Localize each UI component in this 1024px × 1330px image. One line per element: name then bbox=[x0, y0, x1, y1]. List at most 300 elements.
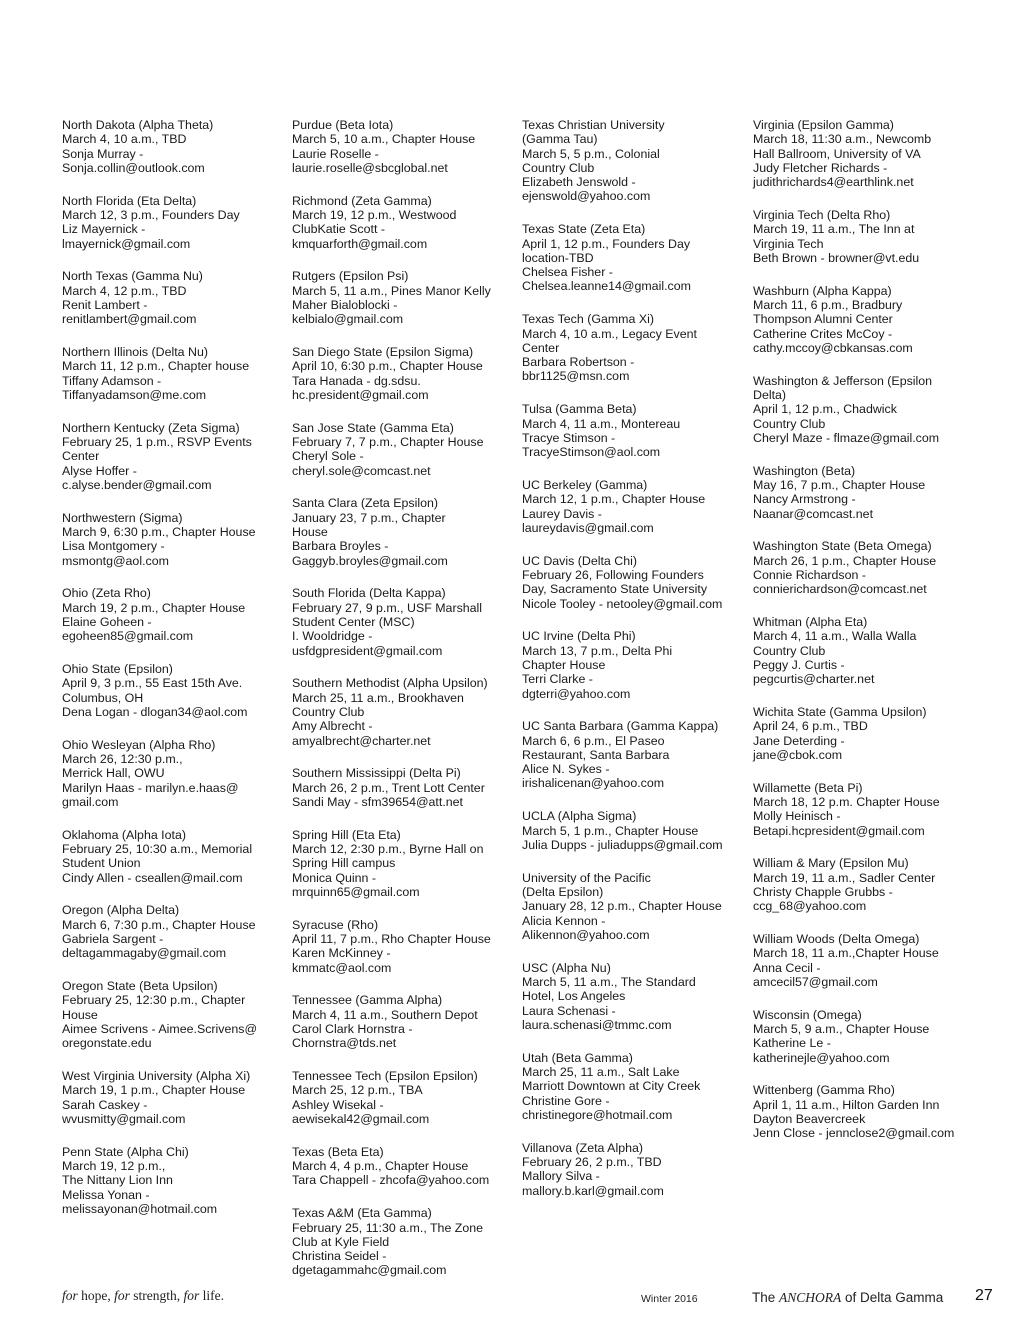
entry-line: March 19, 11 a.m., The Inn at bbox=[753, 222, 915, 237]
chapter-entry bbox=[522, 629, 744, 700]
chapter-name: North Texas (Gamma Nu) bbox=[62, 269, 203, 284]
entry-line: Naanar@comcast.net bbox=[753, 506, 874, 521]
entry-line: Country Club bbox=[522, 160, 595, 175]
chapter-entry bbox=[292, 766, 514, 809]
tagline-word: for bbox=[62, 1288, 78, 1303]
chapter-name: UC Irvine (Delta Phi) bbox=[522, 629, 636, 644]
entry-line: March 5, 11 a.m., Pines Manor Kelly bbox=[292, 283, 491, 298]
chapter-entry bbox=[62, 1145, 284, 1216]
entry-line: Amy Albrecht - bbox=[292, 719, 373, 734]
chapter-name: West Virginia University (Alpha Xi) bbox=[62, 1069, 251, 1084]
entry-line: April 9, 3 p.m., 55 East 15th Ave. bbox=[62, 676, 243, 691]
entry-line: January 28, 12 p.m., Chapter House bbox=[522, 899, 722, 914]
chapter-name: Utah (Beta Gamma) bbox=[522, 1050, 633, 1065]
entry-line: laura.schenasi@tmmc.com bbox=[522, 1017, 672, 1032]
chapter-name: University of the Pacific bbox=[522, 870, 651, 885]
chapter-name: Texas State (Zeta Eta) bbox=[522, 222, 646, 237]
chapter-name: Texas A&M (Eta Gamma) bbox=[292, 1206, 432, 1221]
directory-column bbox=[62, 118, 284, 1235]
entry-line: Anna Cecil - bbox=[753, 960, 821, 975]
entry-line: March 6, 7:30 p.m., Chapter House bbox=[62, 917, 256, 932]
chapter-entry bbox=[522, 402, 744, 459]
entry-line: February 25, 11:30 a.m., The Zone bbox=[292, 1220, 484, 1235]
chapter-name: Oregon (Alpha Delta) bbox=[62, 903, 180, 918]
entry-line: Gabriela Sargent - bbox=[62, 932, 164, 947]
chapter-name: Virginia Tech (Delta Rho) bbox=[753, 207, 891, 222]
entry-line: Carol Clark Hornstra - bbox=[292, 1022, 413, 1037]
entry-line: Center bbox=[522, 340, 560, 355]
entry-line: Alicia Kennon - bbox=[522, 913, 606, 928]
entry-line: Jane Deterding - bbox=[753, 733, 845, 748]
entry-line: location-TBD bbox=[522, 250, 594, 265]
entry-line: Country Club bbox=[753, 416, 826, 431]
entry-line: cathy.mccoy@cbkansas.com bbox=[753, 340, 913, 355]
entry-line: oregonstate.edu bbox=[62, 1036, 152, 1051]
entry-line: March 6, 6 p.m., El Paseo bbox=[522, 733, 665, 748]
chapter-entry bbox=[292, 586, 514, 657]
issue-date: Winter 2016 bbox=[641, 1293, 698, 1305]
chapter-name: Ohio State (Epsilon) bbox=[62, 662, 173, 677]
chapter-entry bbox=[753, 208, 975, 265]
entry-line: March 18, 12 p.m. Chapter House bbox=[753, 794, 940, 809]
chapter-name: North Florida (Eta Delta) bbox=[62, 193, 197, 208]
chapter-entry bbox=[522, 1141, 744, 1198]
entry-line: March 4, 10 a.m., Legacy Event bbox=[522, 326, 697, 341]
entry-line: Beth Brown - browner@vt.edu bbox=[753, 250, 920, 265]
entry-line: Jenn Close - jennclose2@gmail.com bbox=[753, 1126, 955, 1141]
entry-line: Christina Seidel - bbox=[292, 1249, 387, 1264]
entry-line: judithrichards4@earthlink.net bbox=[753, 175, 914, 190]
entry-line: Elaine Goheen - bbox=[62, 615, 152, 630]
entry-line: March 11, 6 p.m., Bradbury bbox=[753, 297, 903, 312]
entry-line: Christy Chapple Grubbs - bbox=[753, 884, 893, 899]
tagline-text: strength, bbox=[129, 1288, 184, 1303]
chapter-name: Wittenberg (Gamma Rho) bbox=[753, 1083, 895, 1098]
entry-line: March 19, 1 p.m., Chapter House bbox=[62, 1083, 246, 1098]
entry-line: March 25, 12 p.m., TBA bbox=[292, 1083, 423, 1098]
entry-line: January 23, 7 p.m., Chapter bbox=[292, 510, 446, 525]
entry-line: May 16, 7 p.m., Chapter House bbox=[753, 477, 926, 492]
chapter-name: Rutgers (Epsilon Psi) bbox=[292, 269, 409, 284]
chapter-entry bbox=[753, 118, 975, 189]
chapter-entry bbox=[753, 464, 975, 521]
chapter-name: Northern Illinois (Delta Nu) bbox=[62, 345, 208, 360]
entry-line: Sonja.collin@outlook.com bbox=[62, 160, 205, 175]
entry-line: Marriott Downtown at City Creek bbox=[522, 1079, 701, 1094]
entry-line: Dena Logan - dlogan34@aol.com bbox=[62, 705, 248, 719]
entry-line: Peggy J. Curtis - bbox=[753, 657, 845, 672]
entry-line: April 10, 6:30 p.m., Chapter House bbox=[292, 359, 483, 374]
chapter-entry bbox=[522, 719, 744, 790]
chapter-entry bbox=[522, 312, 744, 383]
chapter-entry bbox=[753, 284, 975, 355]
entry-line: Laurie Roselle - bbox=[292, 146, 379, 161]
entry-line: Laura Schenasi - bbox=[522, 1003, 616, 1018]
entry-line: wvusmitty@gmail.com bbox=[62, 1112, 186, 1127]
chapter-entry bbox=[753, 374, 975, 445]
entry-line: Hall Ballroom, University of VA bbox=[753, 146, 921, 161]
chapter-name: Purdue (Beta Iota) bbox=[292, 118, 394, 132]
chapter-name: Oregon State (Beta Upsilon) bbox=[62, 979, 218, 994]
entry-line: March 26, 12:30 p.m., bbox=[62, 752, 183, 767]
entry-line: Chornstra@tds.net bbox=[292, 1036, 397, 1051]
entry-line: Center bbox=[62, 449, 100, 464]
chapter-entry bbox=[753, 781, 975, 838]
entry-line: Barbara Broyles - bbox=[292, 539, 389, 554]
chapter-entry bbox=[62, 194, 284, 251]
entry-line: Merrick Hall, OWU bbox=[62, 766, 165, 781]
chapter-name: Texas Christian University bbox=[522, 118, 665, 132]
entry-line: Monica Quinn - bbox=[292, 870, 377, 885]
entry-line: March 9, 6:30 p.m., Chapter House bbox=[62, 525, 256, 540]
chapter-name: Washington & Jefferson (Epsilon bbox=[753, 373, 933, 388]
entry-line: March 26, 1 p.m., Chapter House bbox=[753, 553, 937, 568]
entry-line: jane@cbok.com bbox=[753, 747, 843, 762]
entry-line: irishalicenan@yahoo.com bbox=[522, 776, 665, 791]
entry-line: Alyse Hoffer - bbox=[62, 463, 137, 478]
entry-line: March 13, 7 p.m., Delta Phi bbox=[522, 643, 673, 658]
entry-line: March 19, 2 p.m., Chapter House bbox=[62, 600, 246, 615]
chapter-entry bbox=[292, 118, 514, 175]
entry-line: February 25, 10:30 a.m., Memorial bbox=[62, 842, 253, 857]
chapter-name: Willamette (Beta Pi) bbox=[753, 780, 863, 795]
entry-line: msmontg@aol.com bbox=[62, 553, 169, 568]
chapter-entry bbox=[62, 738, 284, 809]
chapter-entry bbox=[62, 979, 284, 1050]
entry-line: lmayernick@gmail.com bbox=[62, 236, 191, 251]
entry-line: Laurey Davis - bbox=[522, 506, 602, 521]
entry-line: Christine Gore - bbox=[522, 1093, 610, 1108]
entry-line: House bbox=[62, 1007, 98, 1022]
chapter-entry bbox=[292, 421, 514, 478]
entry-line: Connie Richardson - bbox=[753, 567, 866, 582]
entry-line: Virginia Tech bbox=[753, 236, 824, 251]
entry-line: March 11, 12 p.m., Chapter house bbox=[62, 359, 250, 374]
entry-line: Julia Dupps - juliadupps@gmail.com bbox=[522, 837, 723, 852]
entry-line: March 5, 5 p.m., Colonial bbox=[522, 146, 660, 161]
chapter-entry bbox=[753, 856, 975, 913]
entry-line: Alikennon@yahoo.com bbox=[522, 927, 650, 942]
entry-line: kelbialo@gmail.com bbox=[292, 312, 404, 327]
footer-tagline bbox=[62, 1288, 224, 1304]
entry-line: mrquinn65@gmail.com bbox=[292, 884, 420, 899]
chapter-entry bbox=[753, 705, 975, 762]
entry-line: Spring Hill campus bbox=[292, 856, 396, 871]
entry-line: Club at Kyle Field bbox=[292, 1234, 390, 1249]
entry-line: Lisa Montgomery - bbox=[62, 539, 165, 554]
chapter-entry bbox=[292, 828, 514, 899]
entry-line: February 7, 7 p.m., Chapter House bbox=[292, 435, 484, 450]
magazine-title bbox=[752, 1290, 943, 1306]
chapter-name: Virginia (Epsilon Gamma) bbox=[753, 118, 894, 132]
page-number: 27 bbox=[975, 1287, 993, 1304]
entry-line: Tracye Stimson - bbox=[522, 430, 616, 445]
chapter-entry bbox=[292, 345, 514, 402]
chapter-name: Tennessee (Gamma Alpha) bbox=[292, 993, 443, 1008]
entry-line: Katherine Le - bbox=[753, 1036, 831, 1051]
entry-line: Tara Chappell - zhcofa@yahoo.com bbox=[292, 1173, 490, 1188]
entry-line: Elizabeth Jenswold - bbox=[522, 175, 636, 190]
entry-line: Day, Sacramento State University bbox=[522, 582, 708, 597]
chapter-name: Santa Clara (Zeta Epsilon) bbox=[292, 496, 439, 511]
entry-line: Student Center (MSC) bbox=[292, 615, 415, 630]
entry-line: Nicole Tooley - netooley@gmail.com bbox=[522, 596, 723, 611]
entry-line: Barbara Robertson - bbox=[522, 355, 635, 370]
chapter-name: San Diego State (Epsilon Sigma) bbox=[292, 345, 474, 360]
entry-line: Cheryl Maze - flmaze@gmail.com bbox=[753, 430, 940, 445]
chapter-entry bbox=[62, 345, 284, 402]
entry-line: Restaurant, Santa Barbara bbox=[522, 747, 670, 762]
entry-line: Alice N. Sykes - bbox=[522, 762, 610, 777]
chapter-entry bbox=[62, 662, 284, 719]
entry-line: February 26, 2 p.m., TBD bbox=[522, 1154, 662, 1169]
entry-line: kmmatc@aol.com bbox=[292, 960, 392, 975]
entry-line: renitlambert@gmail.com bbox=[62, 312, 197, 327]
directory-column bbox=[292, 118, 514, 1296]
chapter-entry bbox=[292, 993, 514, 1050]
chapter-entry bbox=[753, 1008, 975, 1065]
chapter-entry bbox=[292, 1145, 514, 1188]
chapter-entry bbox=[753, 1083, 975, 1140]
entry-line: (Gamma Tau) bbox=[522, 132, 598, 147]
entry-line: Thompson Alumni Center bbox=[753, 312, 893, 327]
chapter-entry bbox=[292, 676, 514, 747]
entry-line: dgterri@yahoo.com bbox=[522, 686, 631, 701]
chapter-name: Syracuse (Rho) bbox=[292, 917, 379, 932]
entry-line: ccg_68@yahoo.com bbox=[753, 899, 867, 914]
chapter-name: Southern Mississippi (Delta Pi) bbox=[292, 766, 461, 781]
entry-line: Marilyn Haas - marilyn.e.haas@ bbox=[62, 780, 239, 795]
entry-line: Cindy Allen - cseallen@mail.com bbox=[62, 870, 243, 885]
entry-line: Tiffany Adamson - bbox=[62, 373, 162, 388]
chapter-name: UC Santa Barbara (Gamma Kappa) bbox=[522, 719, 719, 734]
chapter-name: San Jose State (Gamma Eta) bbox=[292, 420, 454, 435]
chapter-entry bbox=[753, 615, 975, 686]
entry-line: March 19, 12 p.m., bbox=[62, 1159, 166, 1174]
chapter-name: Penn State (Alpha Chi) bbox=[62, 1144, 189, 1159]
chapter-name: Ohio (Zeta Rho) bbox=[62, 586, 151, 601]
entry-line: Columbus, OH bbox=[62, 690, 144, 705]
entry-line: laurie.roselle@sbcglobal.net bbox=[292, 160, 448, 175]
entry-line: Catherine Crites McCoy - bbox=[753, 326, 893, 341]
chapter-name: Wichita State (Gamma Upsilon) bbox=[753, 705, 927, 719]
tagline-text: hope, bbox=[77, 1288, 115, 1303]
entry-line: Maher Bialoblocki - bbox=[292, 297, 398, 312]
entry-line: bbr1125@msn.com bbox=[522, 369, 630, 384]
entry-line: March 4, 12 p.m., TBD bbox=[62, 283, 187, 298]
chapter-entry bbox=[753, 932, 975, 989]
entry-line: April 1, 12 p.m., Founders Day bbox=[522, 236, 691, 251]
entry-line: February 26, Following Founders bbox=[522, 567, 704, 582]
chapter-name: Northwestern (Sigma) bbox=[62, 510, 183, 525]
chapter-name: Oklahoma (Alpha Iota) bbox=[62, 827, 186, 842]
entry-line: March 18, 11:30 a.m., Newcomb bbox=[753, 132, 932, 147]
chapter-entry bbox=[522, 222, 744, 293]
entry-line: deltagammagaby@gmail.com bbox=[62, 946, 227, 961]
chapter-name: Spring Hill (Eta Eta) bbox=[292, 827, 401, 842]
magazine-suffix: of Delta Gamma bbox=[841, 1290, 944, 1305]
entry-line: ejenswold@yahoo.com bbox=[522, 189, 651, 204]
entry-line: Judy Fletcher Richards - bbox=[753, 160, 888, 175]
chapter-name: Texas (Beta Eta) bbox=[292, 1144, 384, 1159]
entry-line: March 19, 11 a.m., Sadler Center bbox=[753, 870, 936, 885]
chapter-name: UC Berkeley (Gamma) bbox=[522, 477, 648, 492]
entry-line: Country Club bbox=[292, 705, 365, 719]
entry-line: Melissa Yonan - bbox=[62, 1187, 150, 1202]
entry-line: Sarah Caskey - bbox=[62, 1097, 148, 1112]
chapter-entry bbox=[522, 871, 744, 942]
entry-line: Mallory Silva - bbox=[522, 1169, 600, 1184]
chapter-entry bbox=[292, 1206, 514, 1277]
chapter-entry bbox=[522, 118, 744, 204]
entry-line: March 18, 11 a.m.,Chapter House bbox=[753, 946, 939, 961]
entry-line: April 24, 6 p.m., TBD bbox=[753, 719, 868, 734]
entry-line: Ashley Wisekal - bbox=[292, 1097, 384, 1112]
entry-line: Chelsea Fisher - bbox=[522, 265, 613, 280]
entry-line: April 1, 11 a.m., Hilton Garden Inn bbox=[753, 1097, 940, 1112]
magazine-name: ANCHORA bbox=[779, 1290, 842, 1305]
entry-line: April 1, 12 p.m., Chadwick bbox=[753, 402, 897, 417]
directory-column bbox=[753, 118, 975, 1159]
chapter-name: Tulsa (Gamma Beta) bbox=[522, 402, 637, 417]
chapter-entry bbox=[292, 194, 514, 251]
entry-line: gmail.com bbox=[62, 794, 119, 809]
entry-line: dgetagammahc@gmail.com bbox=[292, 1263, 447, 1278]
chapter-entry bbox=[522, 961, 744, 1032]
entry-line: Tara Hanada - dg.sdsu. bbox=[292, 373, 421, 388]
chapter-name: Villanova (Zeta Alpha) bbox=[522, 1140, 643, 1155]
chapter-entry bbox=[522, 1051, 744, 1122]
chapter-name: Tennessee Tech (Epsilon Epsilon) bbox=[292, 1069, 478, 1084]
entry-line: Chelsea.leanne14@gmail.com bbox=[522, 279, 691, 294]
entry-line: ClubKatie Scott - bbox=[292, 222, 385, 237]
magazine-prefix: The bbox=[752, 1290, 780, 1305]
chapter-entry bbox=[292, 496, 514, 567]
entry-line: March 25, 11 a.m., Brookhaven bbox=[292, 690, 464, 705]
chapter-name: UC Davis (Delta Chi) bbox=[522, 553, 637, 568]
entry-line: Dayton Beavercreek bbox=[753, 1112, 866, 1127]
chapter-name: Northern Kentucky (Zeta Sigma) bbox=[62, 420, 240, 435]
chapter-entry bbox=[62, 421, 284, 492]
entry-line: aewisekal42@gmail.com bbox=[292, 1112, 430, 1127]
entry-line: amcecil57@gmail.com bbox=[753, 974, 878, 989]
entry-line: Molly Heinisch - bbox=[753, 809, 841, 824]
entry-line: usfdgpresident@gmail.com bbox=[292, 643, 443, 658]
entry-line: April 11, 7 p.m., Rho Chapter House bbox=[292, 932, 491, 947]
entry-line: March 19, 12 p.m., Westwood bbox=[292, 207, 457, 222]
entry-line: February 25, 1 p.m., RSVP Events bbox=[62, 435, 252, 450]
entry-line: Cheryl Sole - bbox=[292, 449, 364, 464]
entry-line: mallory.b.karl@gmail.com bbox=[522, 1183, 664, 1198]
entry-line: kmquarforth@gmail.com bbox=[292, 236, 428, 251]
chapter-name: Texas Tech (Gamma Xi) bbox=[522, 312, 654, 327]
directory-column bbox=[522, 118, 744, 1216]
chapter-name: Washington (Beta) bbox=[753, 463, 856, 478]
entry-line: melissayonan@hotmail.com bbox=[62, 1202, 218, 1217]
entry-line: Sandi May - sfm39654@att.net bbox=[292, 794, 463, 809]
entry-line: Delta) bbox=[753, 387, 787, 402]
chapter-name: Ohio Wesleyan (Alpha Rho) bbox=[62, 737, 216, 752]
chapter-entry bbox=[292, 1069, 514, 1126]
chapter-name: USC (Alpha Nu) bbox=[522, 960, 611, 975]
entry-line: amyalbrecht@charter.net bbox=[292, 733, 431, 748]
chapter-name: William Woods (Delta Omega) bbox=[753, 932, 920, 947]
entry-line: cheryl.sole@comcast.net bbox=[292, 463, 431, 478]
entry-line: The Nittany Lion Inn bbox=[62, 1173, 173, 1188]
entry-line: March 5, 1 p.m., Chapter House bbox=[522, 823, 699, 838]
entry-line: Student Union bbox=[62, 856, 141, 871]
entry-line: (Delta Epsilon) bbox=[522, 884, 604, 899]
entry-line: laureydavis@gmail.com bbox=[522, 520, 654, 535]
entry-line: Renit Lambert - bbox=[62, 297, 148, 312]
tagline-word: for bbox=[114, 1288, 130, 1303]
entry-line: March 5, 11 a.m., The Standard bbox=[522, 974, 696, 989]
chapter-name: UCLA (Alpha Sigma) bbox=[522, 809, 637, 824]
entry-line: Country Club bbox=[753, 643, 826, 658]
tagline-text: life. bbox=[199, 1288, 225, 1303]
entry-line: katherinejle@yahoo.com bbox=[753, 1050, 890, 1065]
entry-line: Gaggyb.broyles@gmail.com bbox=[292, 553, 448, 568]
entry-line: Liz Mayernick - bbox=[62, 222, 146, 237]
chapter-name: Whitman (Alpha Eta) bbox=[753, 615, 868, 630]
entry-line: TracyeStimson@aol.com bbox=[522, 445, 661, 460]
chapter-entry bbox=[62, 1069, 284, 1126]
entry-line: I. Wooldridge - bbox=[292, 629, 373, 644]
chapter-name: Southern Methodist (Alpha Upsilon) bbox=[292, 676, 488, 691]
entry-line: connierichardson@comcast.net bbox=[753, 582, 927, 597]
entry-line: Tiffanyadamson@me.com bbox=[62, 387, 207, 402]
entry-line: christinegore@hotmail.com bbox=[522, 1107, 673, 1122]
entry-line: March 4, 4 p.m., Chapter House bbox=[292, 1159, 469, 1174]
entry-line: March 12, 3 p.m., Founders Day bbox=[62, 207, 240, 222]
entry-line: March 5, 10 a.m., Chapter House bbox=[292, 132, 476, 147]
chapter-name: Wisconsin (Omega) bbox=[753, 1007, 862, 1022]
chapter-entry bbox=[62, 511, 284, 568]
entry-line: pegcurtis@charter.net bbox=[753, 672, 875, 687]
entry-line: March 12, 2:30 p.m., Byrne Hall on bbox=[292, 842, 484, 857]
chapter-entry bbox=[522, 809, 744, 852]
entry-line: Hotel, Los Angeles bbox=[522, 989, 626, 1004]
entry-line: March 4, 11 a.m., Southern Depot bbox=[292, 1007, 478, 1022]
entry-line: Aimee Scrivens - Aimee.Scrivens@ bbox=[62, 1022, 258, 1037]
entry-line: egoheen85@gmail.com bbox=[62, 629, 194, 644]
chapter-name: Richmond (Zeta Gamma) bbox=[292, 193, 432, 208]
tagline-word: for bbox=[183, 1288, 200, 1303]
chapter-entry bbox=[292, 918, 514, 975]
chapter-entry bbox=[292, 269, 514, 326]
entry-line: Sonja Murray - bbox=[62, 146, 144, 161]
chapter-name: Washburn (Alpha Kappa) bbox=[753, 283, 892, 298]
entry-line: Betapi.hcpresident@gmail.com bbox=[753, 823, 925, 838]
chapter-entry bbox=[62, 269, 284, 326]
entry-line: March 4, 11 a.m., Walla Walla bbox=[753, 629, 917, 644]
entry-line: March 26, 2 p.m., Trent Lott Center bbox=[292, 780, 485, 795]
entry-line: Chapter House bbox=[522, 657, 606, 672]
chapter-name: North Dakota (Alpha Theta) bbox=[62, 118, 214, 132]
chapter-entry bbox=[522, 478, 744, 535]
entry-line: Terri Clarke - bbox=[522, 672, 593, 687]
chapter-entry bbox=[62, 903, 284, 960]
chapter-name: South Florida (Delta Kappa) bbox=[292, 586, 446, 601]
entry-line: Karen McKinney - bbox=[292, 946, 391, 961]
entry-line: hc.president@gmail.com bbox=[292, 387, 429, 402]
chapter-entry bbox=[62, 586, 284, 643]
entry-line: March 12, 1 p.m., Chapter House bbox=[522, 492, 706, 507]
entry-line: March 5, 9 a.m., Chapter House bbox=[753, 1022, 930, 1037]
entry-line: March 4, 10 a.m., TBD bbox=[62, 132, 187, 147]
entry-line: March 25, 11 a.m., Salt Lake bbox=[522, 1064, 680, 1079]
chapter-entry bbox=[62, 828, 284, 885]
